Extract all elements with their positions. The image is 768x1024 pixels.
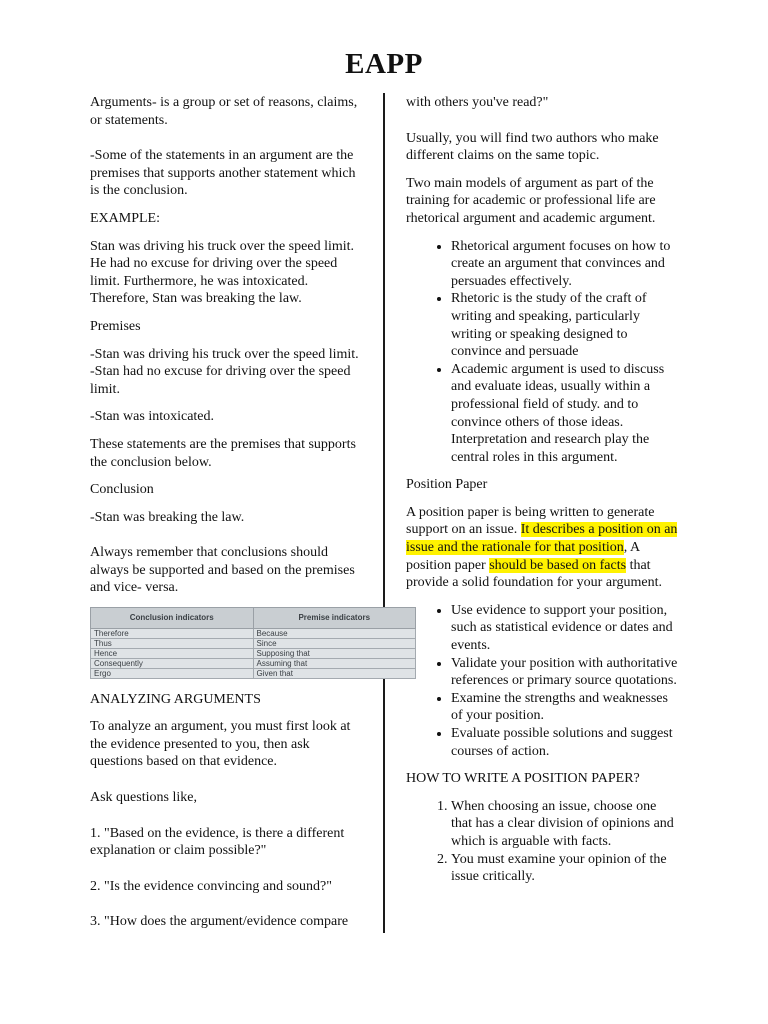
table-cell: Consequently (91, 658, 254, 668)
table-cell: Ergo (91, 668, 254, 678)
premise-item: -Stan was intoxicated. (90, 409, 215, 425)
list-item: • Examine the strengths and weaknesses of your position. (451, 690, 680, 725)
table-cell: Since (253, 638, 416, 648)
question-item: 3. "How does the argument/evidence compare (90, 914, 349, 930)
table-cell: Therefore (91, 628, 254, 638)
highlighted-text: should be based on facts (489, 557, 627, 573)
left-column (90, 94, 371, 941)
reminder-text: Always remember that conclusions should always be supported and based on the premises and vice- versa. (90, 545, 355, 596)
position-paper-heading: Position Paper (406, 477, 488, 493)
analyzing-heading: ANALYZING ARGUMENTS (90, 691, 261, 707)
table-row (91, 648, 416, 658)
pp-text: that provide a solid foundation for your argument. (406, 557, 662, 591)
question-item: 1. "Based on the evidence, is there a different explanation or claim possible?" (90, 825, 345, 859)
list-item: • Academic argument is used to discuss and evaluate ideas, usually within a professional field of study. and to convince others of those ideas. Interpretation and research play the central roles in this argument. (451, 361, 680, 467)
table-row (91, 638, 416, 648)
two-authors-text: Usually, you will find two authors who make different claims on the same topic. (406, 130, 659, 164)
list-item: 2. You must examine your opinion of the issue critically. (451, 851, 680, 886)
conclusion-heading: Conclusion (90, 482, 154, 498)
table-cell: Supposing that (253, 648, 416, 658)
list-item: • Rhetoric is the study of the craft of writing and speaking, particularly writing or speaking designed to convince and persuade (451, 290, 680, 360)
table-cell: Given that (253, 668, 416, 678)
table-cell: Because (253, 628, 416, 638)
pp-text: A position paper is being written to generate support on an issue. (406, 504, 655, 538)
analyzing-text: To analyze an argument, you must first look at the evidence presented to you, then ask questions based on that evidence. (90, 719, 351, 770)
example-text: Stan was driving his truck over the speed limit. He had no excuse for driving over the speed limit. Furthermore, he was intoxicated. Therefore, Stan was breaking the law. (90, 238, 355, 307)
document-title: EAPP (345, 48, 423, 80)
highlighted-text: It describes a position on an issue and the rationale for that position (406, 522, 678, 556)
premise-item: -Stan had no excuse for driving over the speed limit. (90, 364, 351, 397)
table-row (91, 668, 416, 678)
question-continuation: with others you've read?" (406, 95, 549, 110)
conclusion-text: -Stan was breaking the law. (90, 509, 245, 525)
right-column (406, 94, 680, 896)
conclusion-indicators-header: Conclusion indicators (91, 608, 254, 629)
ask-questions: Ask questions like, (90, 790, 197, 806)
question-item: 2. "Is the evidence convincing and sound?" (90, 878, 332, 894)
position-paper-list (406, 602, 680, 760)
list-item: • Use evidence to support your position, such as statistical evidence or dates and events. (451, 602, 680, 655)
list-item: • Rhetorical argument focuses on how to create an argument that convinces and persuades effectively. (451, 238, 680, 291)
two-models-text: Two main models of argument as part of the training for academic or professional life are rhetorical argument and academic argument. (406, 175, 656, 226)
list-item: • Evaluate possible solutions and suggest courses of action. (451, 725, 680, 760)
table-row (91, 658, 416, 668)
premise-indicators-header: Premise indicators (253, 608, 416, 629)
how-to-steps (406, 798, 680, 886)
list-item: • Validate your position with authoritative references or primary source quotations. (451, 655, 680, 690)
premises-heading: Premises (90, 318, 141, 334)
column-divider (383, 93, 385, 933)
example-heading: EXAMPLE: (90, 210, 160, 226)
table-cell: Hence (91, 648, 254, 658)
premise-item: -Stan was driving his truck over the speed limit. (90, 346, 359, 362)
indicators-table (90, 607, 416, 679)
premises-intro: -Some of the statements in an argument are the premises that supports another statement which is the conclusion. (90, 148, 356, 199)
how-to-heading: HOW TO WRITE A POSITION PAPER? (406, 771, 640, 787)
arguments-definition: Arguments- is a group or set of reasons, claims, or statements. (90, 95, 358, 128)
premises-list (90, 346, 362, 399)
table-row (91, 628, 416, 638)
models-list (406, 238, 680, 467)
list-item: 1. When choosing an issue, choose one that has a clear division of opinions and which is arguable with facts. (451, 798, 680, 851)
table-cell: Assuming that (253, 658, 416, 668)
pp-text: , A position paper (406, 540, 640, 573)
table-cell: Thus (91, 638, 254, 648)
position-paper-text (406, 504, 680, 592)
premises-note: These statements are the premises that supports the conclusion below. (90, 436, 356, 470)
